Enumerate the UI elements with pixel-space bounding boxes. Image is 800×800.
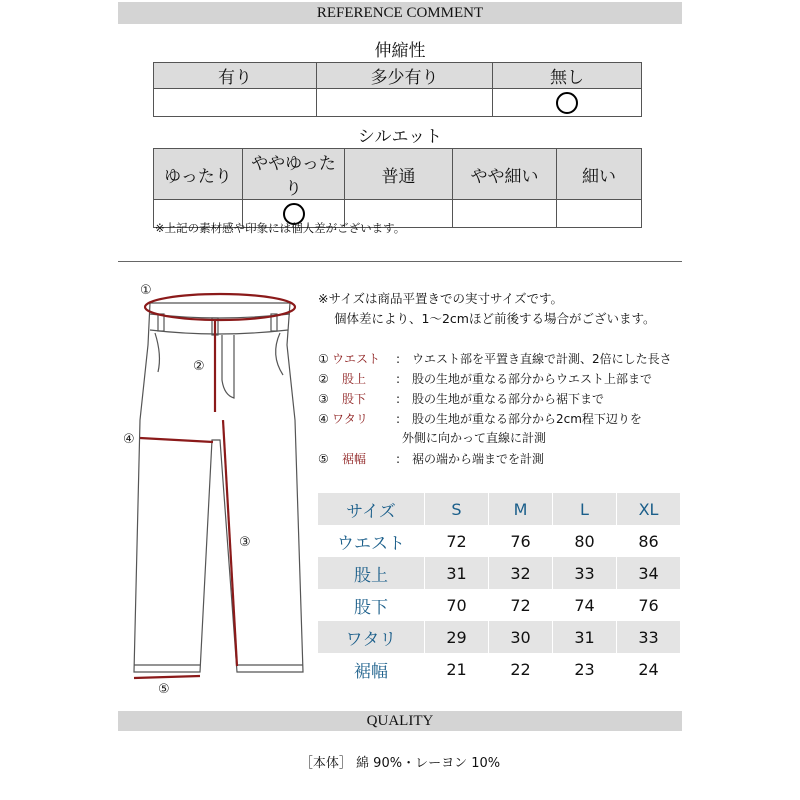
size-table xyxy=(317,493,681,685)
size-cell: 21 xyxy=(425,653,489,685)
stretch-header-none: 無し xyxy=(493,63,642,89)
legend-item-thigh: ④ ワタリ : 股の生地が重なる部分から2cm程下辺りを xyxy=(318,410,642,429)
legend-item-rise: ② 股上 : 股の生地が重なる部分からウエスト上部まで xyxy=(318,370,652,389)
stretch-header-yes: 有り xyxy=(154,63,317,89)
row-label: 股下 xyxy=(318,589,425,621)
diagram-label-3: ③ xyxy=(239,535,251,550)
silhouette-title: シルエット xyxy=(357,127,443,147)
diagram-label-2: ② xyxy=(193,359,205,374)
size-row-inseam xyxy=(318,589,681,621)
legend-desc: 股の生地が重なる部分から2cm程下辺りを xyxy=(412,412,642,426)
stretch-title: 伸縮性 xyxy=(374,41,426,61)
size-cell: 29 xyxy=(425,621,489,653)
row-label: 股上 xyxy=(318,557,425,589)
silhouette-table xyxy=(153,148,642,228)
size-cell: 70 xyxy=(425,589,489,621)
size-note-line2: 個体差により、1～2cmほど前後する場合がございます。 xyxy=(334,311,656,326)
legend-num: ① xyxy=(318,352,329,366)
silhouette-header-slim: 細い xyxy=(557,149,642,200)
size-row-thigh xyxy=(318,621,681,653)
size-cell: 22 xyxy=(489,653,553,685)
row-label: 裾幅 xyxy=(318,653,425,685)
legend-desc: 裾の端から端までを計測 xyxy=(412,452,545,466)
legend-item-inseam: ③ 股下 : 股の生地が重なる部分から裾下まで xyxy=(318,390,604,409)
row-label: ワタリ xyxy=(318,621,425,653)
pants-diagram xyxy=(118,275,318,700)
size-cell: 74 xyxy=(553,589,617,621)
hem-measure-line xyxy=(134,676,200,678)
legend-item-thigh-cont xyxy=(402,429,546,448)
legend-label: ワタリ xyxy=(332,412,368,426)
silhouette-cell-slightly-slim xyxy=(453,200,557,228)
silhouette-header-slightly-slim: やや細い xyxy=(453,149,557,200)
legend-desc: 股の生地が重なる部分から裾下まで xyxy=(412,392,605,406)
stretch-cell-some xyxy=(317,89,493,117)
size-col-l: L xyxy=(553,493,617,525)
legend-label: 裾幅 xyxy=(342,452,367,466)
size-cell: 30 xyxy=(489,621,553,653)
reference-comment-label: REFERENCE COMMENT xyxy=(316,5,484,21)
size-cell: 24 xyxy=(617,653,681,685)
size-cell: 76 xyxy=(489,525,553,557)
silhouette-header-regular: 普通 xyxy=(345,149,453,200)
legend-num: ② xyxy=(318,372,329,386)
size-header: サイズ xyxy=(318,493,425,525)
stretch-header-some: 多少有り xyxy=(317,63,493,89)
quality-bar-label: QUALITY xyxy=(366,713,434,729)
size-cell: 72 xyxy=(489,589,553,621)
stretch-table xyxy=(153,62,642,117)
size-col-m: M xyxy=(489,493,553,525)
size-cell: 34 xyxy=(617,557,681,589)
silhouette-header-loose: ゆったり xyxy=(154,149,243,200)
legend-label: 股下 xyxy=(342,392,367,406)
legend-desc: ウエスト部を平置き直線で計測、2倍にした長さ xyxy=(412,352,672,366)
quality-text: ［本体］ 綿 90%・レーヨン 10% xyxy=(299,756,501,771)
size-col-xl: XL xyxy=(617,493,681,525)
size-cell: 72 xyxy=(425,525,489,557)
size-row-waist xyxy=(318,525,681,557)
size-cell: 33 xyxy=(617,621,681,653)
size-note-line1: ※サイズは商品平置きでの実寸サイズです。 xyxy=(318,291,563,306)
size-row-rise xyxy=(318,557,681,589)
legend-num: ⑤ xyxy=(318,452,329,466)
legend-desc: 股の生地が重なる部分からウエスト上部まで xyxy=(412,372,653,386)
size-col-s: S xyxy=(425,493,489,525)
size-cell: 31 xyxy=(553,621,617,653)
size-cell: 86 xyxy=(617,525,681,557)
legend-item-waist: ① ウエスト : ウエスト部を平置き直線で計測、2倍にした長さ xyxy=(318,350,672,369)
diagram-label-5: ⑤ xyxy=(158,682,170,697)
legend-desc: 外側に向かって直線に計測 xyxy=(402,431,547,445)
selected-circle-mark xyxy=(556,92,578,114)
row-label: ウエスト xyxy=(318,525,425,557)
size-cell: 80 xyxy=(553,525,617,557)
size-cell: 23 xyxy=(553,653,617,685)
stretch-cell-none xyxy=(493,89,642,117)
legend-label: 股上 xyxy=(342,372,367,386)
size-cell: 31 xyxy=(425,557,489,589)
size-cell: 33 xyxy=(553,557,617,589)
size-row-hem xyxy=(318,653,681,685)
quality-bar xyxy=(118,711,682,731)
silhouette-header-slightly-loose: ややゆったり xyxy=(243,149,345,200)
diagram-label-1: ① xyxy=(140,283,152,298)
material-note: ※上記の素材感や印象には個人差がございます。 xyxy=(155,221,406,235)
reference-comment-bar xyxy=(118,2,682,24)
legend-item-hem: ⑤ 裾幅 : 裾の端から端までを計測 xyxy=(318,450,544,469)
stretch-cell-yes xyxy=(154,89,317,117)
size-cell: 32 xyxy=(489,557,553,589)
legend-num: ③ xyxy=(318,392,329,406)
legend-label: ウエスト xyxy=(332,352,381,366)
section-divider xyxy=(118,261,682,262)
silhouette-cell-slim xyxy=(557,200,642,228)
legend-num: ④ xyxy=(318,412,329,426)
diagram-label-4: ④ xyxy=(123,432,135,447)
size-cell: 76 xyxy=(617,589,681,621)
